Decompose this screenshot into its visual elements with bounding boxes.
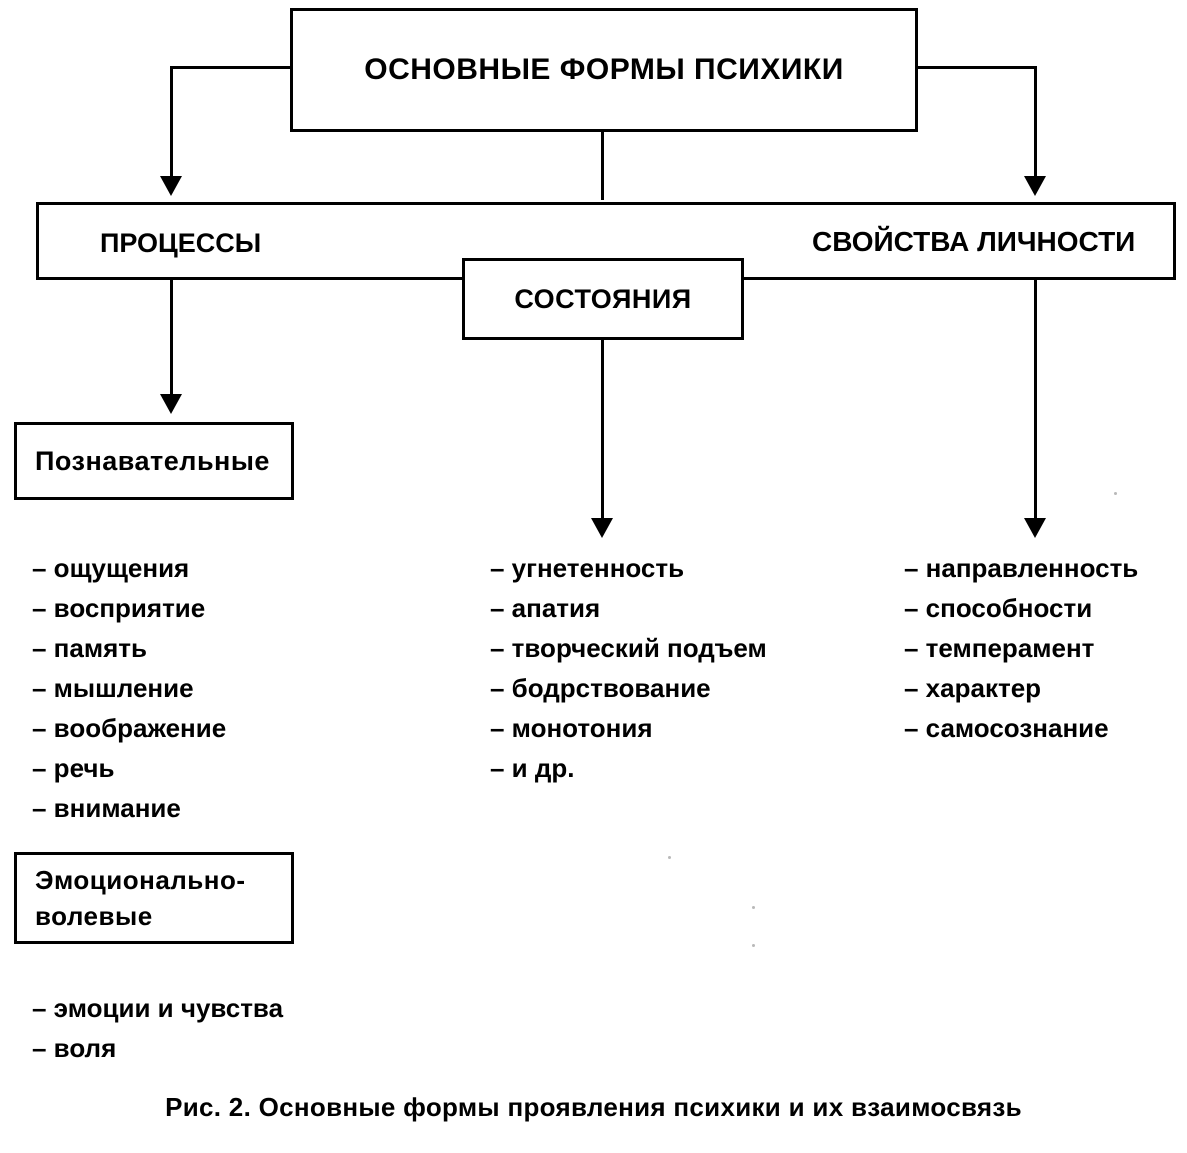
connector-states-to-list	[601, 340, 604, 520]
list-item: – монотония	[490, 713, 653, 743]
arrow-personality-to-list	[1024, 518, 1046, 538]
list-item: – ощущения	[32, 553, 190, 583]
scan-speck	[668, 856, 671, 859]
connector-root-to-processes-vertical	[601, 132, 604, 200]
list-cognitive-items	[32, 548, 226, 828]
node-processes-label: ПРОЦЕССЫ	[100, 228, 262, 258]
list-item: – темперамент	[904, 633, 1095, 663]
list-item: – мышление	[32, 673, 194, 703]
list-item: – речь	[32, 753, 115, 783]
list-item: – воображение	[32, 713, 227, 743]
list-item: – внимание	[32, 793, 181, 823]
list-personality-items	[904, 548, 1138, 748]
node-cognitive-processes	[14, 422, 294, 500]
arrow-root-to-processes	[160, 176, 182, 196]
arrow-root-to-personality	[1024, 176, 1046, 196]
connector-root-left-horizontal	[170, 66, 292, 69]
connector-processes-to-cognitive	[170, 280, 173, 396]
node-states-label: СОСТОЯНИЯ	[514, 283, 692, 314]
list-item: – способности	[904, 593, 1093, 623]
list-item: – память	[32, 633, 147, 663]
connector-root-right-vertical	[1034, 66, 1037, 178]
node-personality-label: СВОЙСТВА ЛИЧНОСТИ	[812, 226, 1136, 257]
connector-root-left-vertical	[170, 66, 173, 178]
list-item: – угнетенность	[490, 553, 685, 583]
list-item: – творческий подъем	[490, 633, 767, 663]
scan-speck	[752, 906, 755, 909]
node-main-forms-label: ОСНОВНЫЕ ФОРМЫ ПСИХИКИ	[364, 53, 844, 86]
list-item: – бодрствование	[490, 673, 711, 703]
list-emotional-items	[32, 988, 283, 1068]
node-main-forms	[290, 8, 918, 132]
list-item: – апатия	[490, 593, 601, 623]
scan-speck	[752, 944, 755, 947]
arrow-states-to-list	[591, 518, 613, 538]
figure-caption: Рис. 2. Основные формы проявления психики и их взаимосвязь	[165, 1092, 1022, 1122]
node-emotional-label: Эмоционально-волевые	[35, 865, 246, 931]
list-item: – характер	[904, 673, 1042, 703]
list-states-items	[490, 548, 767, 788]
node-states	[462, 258, 744, 340]
list-item: – эмоции и чувства	[32, 993, 284, 1023]
scan-speck	[1114, 492, 1117, 495]
list-item: – и др.	[490, 753, 575, 783]
node-cognitive-label: Познавательные	[35, 445, 270, 476]
list-item: – направленность	[904, 553, 1139, 583]
node-emotional-volitional-processes	[14, 852, 294, 944]
list-item: – восприятие	[32, 593, 206, 623]
connector-personality-to-list	[1034, 280, 1037, 520]
arrow-processes-to-cognitive	[160, 394, 182, 414]
list-item: – самосознание	[904, 713, 1109, 743]
connector-root-right-horizontal	[916, 66, 1037, 69]
list-item: – воля	[32, 1033, 117, 1063]
